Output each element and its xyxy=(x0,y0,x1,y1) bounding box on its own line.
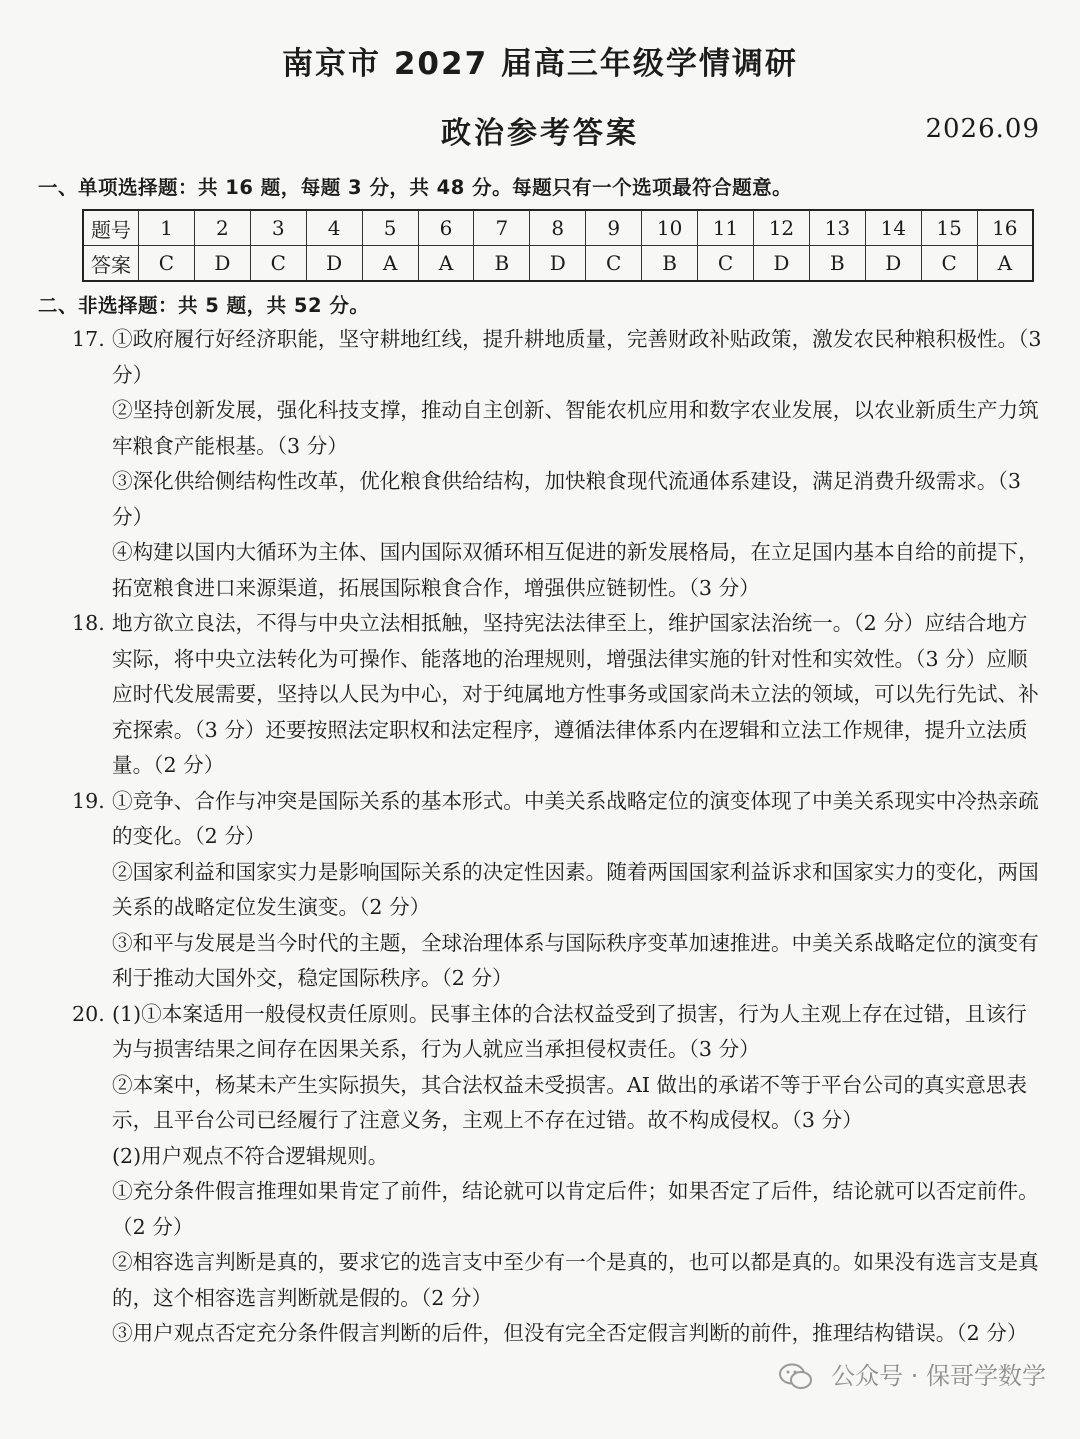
question-number-cell: 16 xyxy=(977,210,1033,246)
answer-paragraph xyxy=(0,322,1080,393)
question-number-cell: 1 xyxy=(139,210,195,246)
answer-paragraph xyxy=(0,1139,1080,1175)
answer-text: ②相容选言判断是真的，要求它的选言支中至少有一个是真的，也可以都是真的。如果没有选言支是真的，这个相容选言判断就是假的。（2 分） xyxy=(112,1250,1039,1310)
answer-cell: C xyxy=(698,246,754,282)
question-number: 18. xyxy=(72,611,105,635)
exam-date: 2026.09 xyxy=(925,114,1040,144)
section1-heading: 一、单项选择题：共 16 题，每题 3 分，共 48 分。每题只有一个选项最符合题意。 xyxy=(38,176,793,199)
answer-cell: D xyxy=(306,246,362,282)
section2-heading: 二、非选择题：共 5 题，共 52 分。 xyxy=(38,294,370,317)
page-subtitle: 政治参考答案 xyxy=(441,116,639,151)
answer-text: ②国家利益和国家实力是影响国际关系的决定性因素。随着两国国家利益诉求和国家实力的变化，两国关系的战略定位发生演变。（2 分） xyxy=(112,859,1039,919)
question-number: 19. xyxy=(72,788,105,813)
answer-paragraph xyxy=(0,1245,1080,1316)
answer-paragraph xyxy=(0,855,1080,926)
answer-text: (2)用户观点不符合逻辑规则。 xyxy=(112,1143,389,1168)
answer-cell: C xyxy=(139,246,195,282)
answer-paragraph xyxy=(0,784,1080,855)
question-number-cell: 13 xyxy=(809,210,865,246)
question-number-cell: 14 xyxy=(865,210,921,246)
answer-cell: A xyxy=(362,246,418,282)
question-number: 17. xyxy=(72,327,105,351)
answer-paragraph xyxy=(0,393,1080,464)
answers-content xyxy=(0,322,1080,1352)
question-number-cell: 12 xyxy=(753,210,809,246)
page-title: 南京市 2027 届高三年级学情调研 xyxy=(282,46,798,82)
question-number-cell: 11 xyxy=(698,210,754,246)
answer-text: ③和平与发展是当今时代的主题，全球治理体系与国际秩序变革加速推进。中美关系战略定位的演变有利于推动大国外交，稳定国际秩序。（2 分） xyxy=(112,930,1039,990)
row-label-number: 题号 xyxy=(83,210,139,246)
answer-text: ③深化供给侧结构性改革，优化粮食供给结构，加快粮食现代流通体系建设，满足消费升级需求。（3 分） xyxy=(112,469,1021,529)
question-number-cell: 2 xyxy=(194,210,250,246)
answer-cell: C xyxy=(250,246,306,282)
answer-text: ②本案中，杨某未产生实际损失，其合法权益未受损害。AI 做出的承诺不等于平台公司的真实意思表示，且平台公司已经履行了注意义务，主观上不存在过错。故不构成侵权。（3 分） xyxy=(112,1072,1028,1132)
answer-cell: A xyxy=(418,246,474,282)
question-number-cell: 3 xyxy=(250,210,306,246)
answer-paragraph xyxy=(0,535,1080,606)
row-label-answer: 答案 xyxy=(83,246,139,282)
question-number-cell: 15 xyxy=(921,210,977,246)
wechat-icon xyxy=(779,1363,813,1391)
answer-cell: C xyxy=(586,246,642,282)
answer-cell: B xyxy=(474,246,530,282)
watermark-text: 公众号 · 保哥学数学 xyxy=(831,1362,1046,1390)
answer-cell: B xyxy=(809,246,865,282)
answer-paragraph xyxy=(0,464,1080,535)
answer-cell: A xyxy=(977,246,1033,282)
answer-cell: C xyxy=(921,246,977,282)
answer-paragraph xyxy=(0,1316,1080,1352)
question-number-cell: 4 xyxy=(306,210,362,246)
answer-cell: D xyxy=(865,246,921,282)
answer-row xyxy=(83,246,1033,282)
watermark xyxy=(779,1356,1046,1391)
question-number-cell: 6 xyxy=(418,210,474,246)
answer-text: ①充分条件假言推理如果肯定了前件，结论就可以肯定后件；如果否定了后件，结论就可以否定前件。（2 分） xyxy=(112,1179,1039,1239)
answer-paragraph xyxy=(0,1174,1080,1245)
answer-paragraph xyxy=(0,606,1080,784)
question-number-cell: 5 xyxy=(362,210,418,246)
answer-text: 地方欲立良法，不得与中央立法相抵触，坚持宪法法律至上，维护国家法治统一。（2 分）应结合地方实际，将中央立法转化为可操作、能落地的治理规则，增强法律实施的针对性和实效性。（3 分）应顺应时代发展需要，坚持以人民为中心，对于纯属地方性事务或国家尚未立法的领域，可以先行先试、补充探索。（3 分）还要按照法定职权和法定程序，遵循法律体系内在逻辑和立法工作规律，提升立法质量。（2 分） xyxy=(112,611,1039,777)
answer-paragraph xyxy=(0,926,1080,997)
answer-cell: D xyxy=(753,246,809,282)
answer-text: ④构建以国内大循环为主体、国内国际双循环相互促进的新发展格局，在立足国内基本自给的前提下，拓宽粮食进口来源渠道，拓展国际粮食合作，增强供应链韧性。（3 分） xyxy=(112,540,1039,600)
answer-cell: D xyxy=(530,246,586,282)
question-number-cell: 10 xyxy=(642,210,698,246)
question-number-cell: 9 xyxy=(586,210,642,246)
question-number: 20. xyxy=(72,1001,105,1026)
answer-cell: B xyxy=(642,246,698,282)
answer-text: ①政府履行好经济职能，坚守耕地红线，提升耕地质量，完善财政补贴政策，激发农民种粮积极性。（3 分） xyxy=(112,327,1042,387)
question-number-cell: 8 xyxy=(530,210,586,246)
answer-table xyxy=(82,209,1034,282)
question-number-row xyxy=(83,210,1033,246)
answer-paragraph xyxy=(0,997,1080,1068)
answer-text: ②坚持创新发展，强化科技支撑，推动自主创新、智能农机应用和数字农业发展，以农业新质生产力筑牢粮食产能根基。（3 分） xyxy=(112,398,1039,458)
answer-text: ③用户观点否定充分条件假言判断的后件，但没有完全否定假言判断的前件，推理结构错误。（2 分） xyxy=(112,1321,1028,1345)
answer-paragraph xyxy=(0,1068,1080,1139)
question-number-cell: 7 xyxy=(474,210,530,246)
answer-text: ①竞争、合作与冲突是国际关系的基本形式。中美关系战略定位的演变体现了中美关系现实中冷热亲疏的变化。（2 分） xyxy=(112,788,1039,848)
answer-text: (1)①本案适用一般侵权责任原则。民事主体的合法权益受到了损害，行为人主观上存在过错，且该行为与损害结果之间存在因果关系，行为人就应当承担侵权责任。（3 分） xyxy=(112,1001,1027,1061)
answer-cell: D xyxy=(194,246,250,282)
